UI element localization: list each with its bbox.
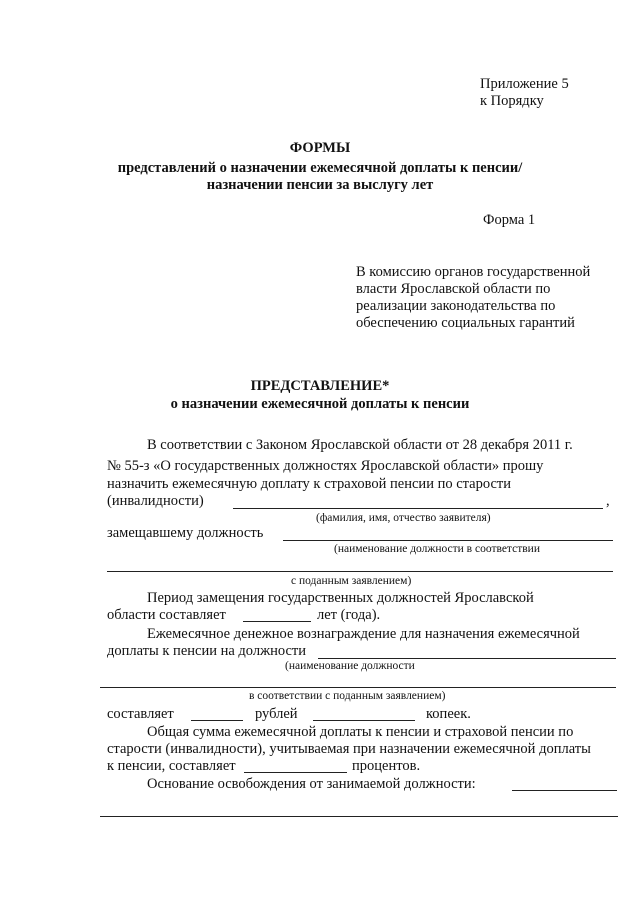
hint-salary-1: (наименование должности xyxy=(285,660,415,672)
p1-line2 xyxy=(107,458,610,475)
fio-field-line[interactable] xyxy=(233,508,603,509)
forms-subtitle-line2: назначении пенсии за выслугу лет xyxy=(206,177,434,193)
p2-line2-a: области составляет xyxy=(107,607,226,623)
p1-line4-label: (инвалидности) xyxy=(107,493,204,509)
p3-line1-text: Ежемесячное денежное вознаграждение для назначения ежемесячной xyxy=(147,626,580,642)
salary-position-field-line-2[interactable] xyxy=(100,687,616,688)
kopecks-label: копеек. xyxy=(426,706,471,722)
p4-line1-text: Общая сумма ежемесячной доплаты к пенсии и страховой пенсии по xyxy=(147,724,574,740)
p4-line2 xyxy=(107,741,610,758)
form-label: Форма 1 xyxy=(483,212,536,228)
document-subheading: о назначении ежемесячной доплаты к пенсии xyxy=(170,396,470,412)
p3-line2: доплаты к пенсии на должности xyxy=(107,643,307,659)
addressee-line4: обеспечению социальных гарантий xyxy=(356,315,575,331)
hint-position-1: (наименование должности в соответствии xyxy=(334,543,540,555)
rubles-label: рублей xyxy=(255,706,298,722)
forms-heading: ФОРМЫ xyxy=(289,140,351,156)
p1-line3 xyxy=(107,476,610,493)
forms-subtitle-line1: представлений о назначении ежемесячной доплаты к пенсии/ xyxy=(117,160,523,176)
p4-line3-a: к пенсии, составляет xyxy=(107,758,236,774)
appendix-number: Приложение 5 xyxy=(480,76,569,92)
hint-position-2: с поданным заявлением) xyxy=(291,575,412,587)
p2-line1 xyxy=(147,590,610,607)
salary-position-field-line[interactable] xyxy=(318,658,616,659)
p1-line3-text: назначить ежемесячную доплату к страховой пенсии по старости xyxy=(107,476,511,492)
reason-field-line[interactable] xyxy=(512,790,617,791)
reason-field-line-2[interactable] xyxy=(100,816,618,817)
p4-line1 xyxy=(147,724,610,741)
appendix-order: к Порядку xyxy=(480,93,544,109)
position-field-line[interactable] xyxy=(283,540,613,541)
p4-line3-b: процентов. xyxy=(352,758,421,774)
years-field-line[interactable] xyxy=(243,621,311,622)
p3-line1 xyxy=(147,626,610,643)
p2-line1-text: Период замещения государственных должностей Ярославской xyxy=(147,590,534,606)
p1-line4-comma: , xyxy=(606,493,610,509)
p4-line2-text: старости (инвалидности), учитываемая при назначении ежемесячной доплаты xyxy=(107,741,591,757)
p1-line1: В соответствии с Законом Ярославской области от 28 декабря 2011 г. xyxy=(147,437,573,453)
p2-line2-b: лет (года). xyxy=(317,607,381,623)
position-field-line-2[interactable] xyxy=(107,571,613,572)
position-label: замещавшему должность xyxy=(107,525,264,541)
hint-fio: (фамилия, имя, отчество заявителя) xyxy=(316,512,491,524)
rubles-field-line[interactable] xyxy=(191,720,243,721)
amount-label: составляет xyxy=(107,706,174,722)
kopecks-field-line[interactable] xyxy=(313,720,415,721)
hint-salary-2: в соответствии с поданным заявлением) xyxy=(249,690,446,702)
addressee-line2: власти Ярославской области по xyxy=(356,281,551,297)
addressee-line3: реализации законодательства по xyxy=(356,298,556,314)
document-heading: ПРЕДСТАВЛЕНИЕ* xyxy=(250,378,390,394)
p1-line2-text: № 55-з «О государственных должностях Ярославской области» прошу xyxy=(107,458,544,474)
p5-line1: Основание освобождения от занимаемой должности: xyxy=(147,776,476,792)
addressee-line1: В комиссию органов государственной xyxy=(356,264,591,280)
percent-field-line[interactable] xyxy=(244,772,347,773)
